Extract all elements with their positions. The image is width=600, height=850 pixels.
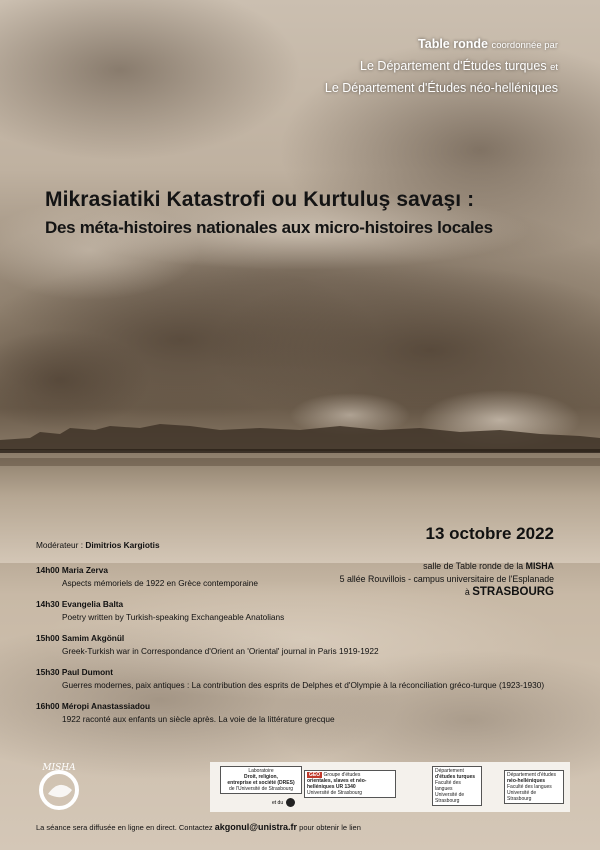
logo-dres-line: de l'Université de Strasbourg <box>228 786 294 792</box>
slot-speaker: Samim Akgönül <box>61 633 125 643</box>
program-slot <box>36 565 566 588</box>
organizer-intro: coordonnée par <box>491 40 558 51</box>
city-prefix: à <box>464 587 470 597</box>
organizer-et: et <box>550 62 558 73</box>
logo-turkish-dept <box>432 766 482 806</box>
organizer-dept-turkish: Le Département d'Études turques <box>360 59 547 73</box>
organizer-intro-bold: Table ronde <box>418 37 488 51</box>
logo-geo-line: Groupe d'études <box>323 772 361 778</box>
event-date: 13 octobre 2022 <box>425 524 554 543</box>
slot-time: 14h30 <box>36 599 60 609</box>
logo-greek-line: Département d'études <box>507 772 557 778</box>
footer-note <box>36 822 361 832</box>
page-title: Mikrasiatiki Katastrofi ou Kurtuluş savaşı : <box>45 188 475 211</box>
organizer-dept-greek: Le Département d'Études néo-helléniques <box>324 81 558 95</box>
slot-talk: Poetry written by Turkish-speaking Exchangeable Anatolians <box>62 612 285 622</box>
dot-icon <box>286 798 295 807</box>
moderator-label: Modérateur : <box>36 540 84 550</box>
logo-greek-line: Faculté des langues <box>507 784 552 790</box>
footer-after: pour obtenir le lien <box>299 823 361 832</box>
moderator <box>36 540 566 550</box>
slot-time: 14h00 <box>36 565 60 575</box>
footer-contact-label: Contactez <box>178 823 213 832</box>
logo-turkish-line: Département <box>435 768 464 774</box>
slot-talk: Greek-Turkish war in Correspondance d'Orient an 'Oriental' journal in Paris 1919-1922 <box>62 646 379 656</box>
page-subtitle: Des méta-histoires nationales aux micro-histoires locales <box>45 218 493 237</box>
logo-geo-tag: GEO <box>309 772 321 778</box>
slot-talk: Guerres modernes, paix antiques : La contribution des esprits de Delphes et d'Olympie à la réconciliation gréco-turque (1923-1930) <box>62 680 545 690</box>
misha-logo-icon <box>34 760 84 812</box>
logo-greek-line: Université de Strasbourg <box>507 790 537 802</box>
logo-turkish-line: Faculté des langues <box>435 780 461 792</box>
logo-dres-line: Droit, religion, <box>244 774 278 780</box>
moderator-name: Dimitrios Kargiotis <box>85 540 160 550</box>
venue-city: STRASBOURG <box>472 586 554 598</box>
misha-logo-text: MISHA <box>42 763 76 773</box>
slot-talk: Aspects mémoriels de 1922 en Grèce contemporaine <box>62 578 259 588</box>
partner-logos <box>210 762 570 812</box>
slot-speaker: Evangelia Balta <box>61 599 124 609</box>
venue-prefix: salle de Table ronde de la <box>423 561 524 571</box>
slot-speaker: Paul Dumont <box>61 667 114 677</box>
venue-address: 5 allée Rouvillois - campus universitaire de l'Esplanade <box>339 574 554 584</box>
slot-speaker: Méropi Anastassiadou <box>61 701 151 711</box>
slot-speaker: Maria Zerva <box>61 565 108 575</box>
logo-turkish-line: Université de Strasbourg <box>435 792 465 804</box>
program <box>36 540 566 735</box>
contact-email[interactable]: akgonul@unistra.fr <box>214 822 298 832</box>
logo-turkish-line: d'études turques <box>435 774 476 780</box>
slot-time: 16h00 <box>36 701 60 711</box>
logo-and: et du <box>272 800 284 806</box>
footer-intro: La séance sera diffusée en ligne en direct. <box>36 823 177 832</box>
program-slot <box>36 667 566 690</box>
slot-talk: 1922 raconté aux enfants un siècle après. La voie de la littérature grecque <box>62 714 335 724</box>
logo-dres-line: entreprise et société (DRES) <box>227 780 295 786</box>
logo-dres <box>220 766 302 794</box>
logo-dres-line: Laboratoire <box>248 768 274 774</box>
logo-greek-line: néo-helléniques <box>507 778 546 784</box>
program-slot <box>36 701 566 724</box>
logo-greek-dept <box>504 770 564 804</box>
slot-time: 15h00 <box>36 633 60 643</box>
organizers <box>325 34 558 98</box>
program-slot <box>36 633 566 656</box>
slot-time: 15h30 <box>36 667 60 677</box>
logo-geo-line: orientales, slaves et néo-helléniques UR 1340 <box>307 778 367 790</box>
program-slot <box>36 599 566 622</box>
venue-name: MISHA <box>525 561 554 571</box>
logo-geo-line: Université de Strasbourg <box>307 790 363 796</box>
logo-geo <box>304 770 396 798</box>
